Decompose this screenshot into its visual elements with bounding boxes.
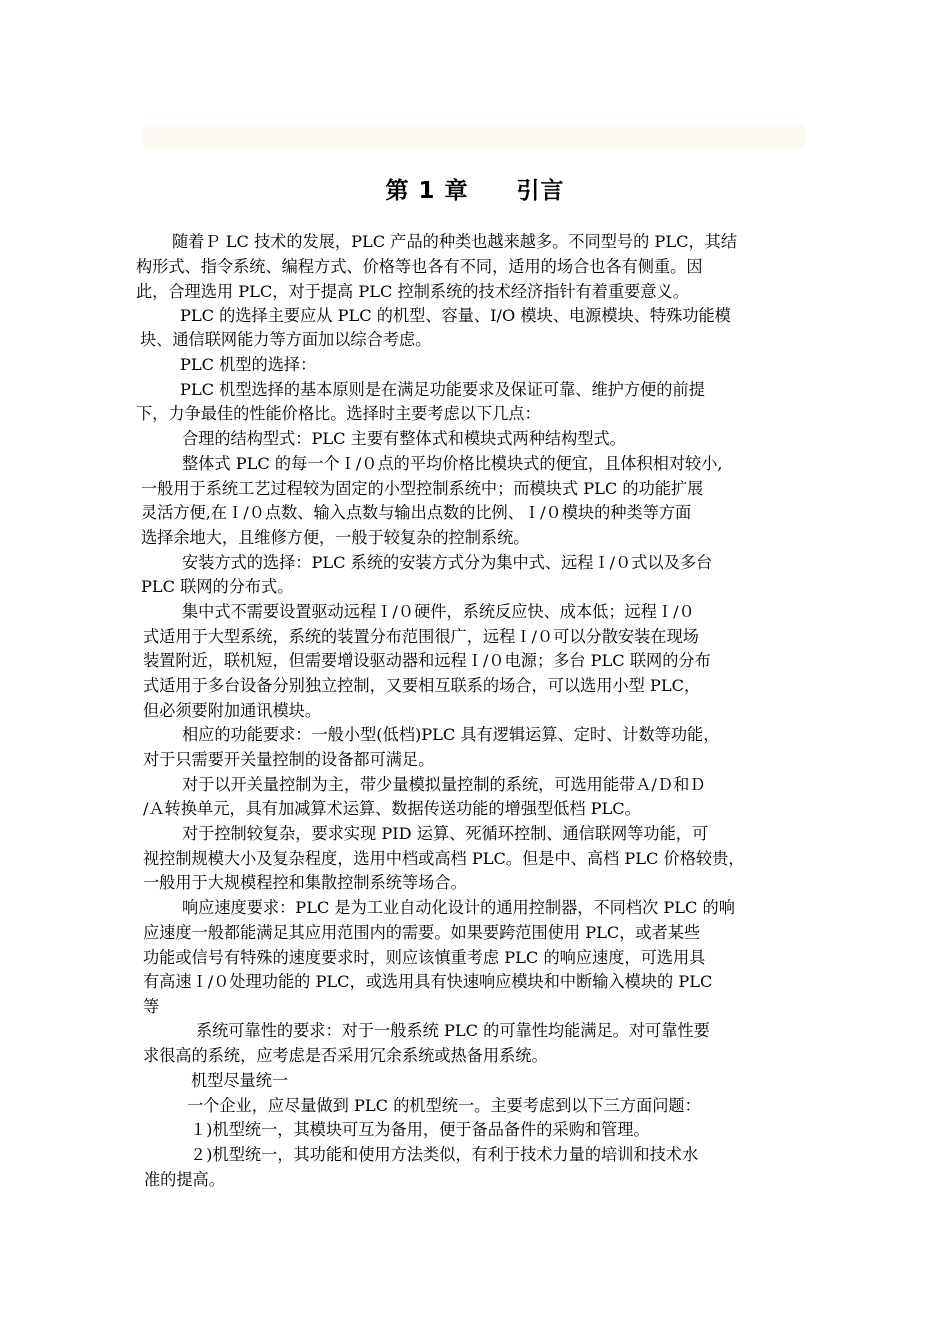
text-line: 等 bbox=[143, 997, 160, 1016]
text-line: 功能或信号有特殊的速度要求时，则应该慎重考虑 PLC 的响应速度，可选用具 bbox=[143, 948, 706, 967]
text-line: 安装方式的选择：PLC 系统的安装方式分为集中式、远程Ｉ/０式以及多台 bbox=[182, 553, 713, 572]
text-line: 集中式不需要设置驱动远程Ｉ/０硬件，系统反应快、成本低；远程Ｉ/０ bbox=[182, 602, 695, 621]
text-line: 下，力争最佳的性能价格比。选择时主要考虑以下几点： bbox=[136, 404, 541, 423]
text-line: 对于控制较复杂，要求实现 PID 运算、死循环控制、通信联网等功能，可 bbox=[182, 824, 709, 843]
text-line: 式适用于多台设备分别独立控制，又要相互联系的场合，可以选用小型 PLC， bbox=[143, 676, 701, 695]
text-line: 式适用于大型系统，系统的装置分布范围很广，远程Ｉ/０可以分散安装在现场 bbox=[143, 627, 699, 646]
text-line: 对于以开关量控制为主，带少量模拟量控制的系统，可选用能带Ａ/Ｄ和Ｄ bbox=[182, 775, 706, 794]
text-line: 机型尽量统一 bbox=[191, 1071, 289, 1090]
text-line: 此，合理选用 PLC，对于提高 PLC 控制系统的技术经济指针有着重要意义。 bbox=[136, 282, 689, 301]
text-line: ２)机型统一，其功能和使用方法类似，有利于技术力量的培训和技术水 bbox=[190, 1145, 699, 1164]
text-line: 求很高的系统，应考虑是否采用冗余系统或热备用系统。 bbox=[143, 1046, 548, 1065]
text-line: 灵活方便,在Ｉ/０点数、输入点数与输出点数的比例、Ｉ/０模块的种类等方面 bbox=[141, 503, 692, 522]
text-line: PLC 机型的选择： bbox=[180, 355, 317, 374]
header-band bbox=[143, 124, 805, 149]
text-line: 块、通信联网能力等方面加以综合考虑。 bbox=[140, 330, 432, 349]
text-line: 一般用于系统工艺过程较为固定的小型控制系统中；而模块式 PLC 的功能扩展 bbox=[141, 479, 704, 498]
text-line: 整体式 PLC 的每一个Ｉ/０点的平均价格比模块式的便宜，且体积相对较小, bbox=[182, 454, 723, 473]
text-line: １)机型统一，其模块可互为备用，便于备品备件的采购和管理。 bbox=[190, 1120, 650, 1139]
text-line: 相应的功能要求：一般小型(低档)PLC 具有逻辑运算、定时、计数等功能， bbox=[182, 725, 720, 744]
chapter-title: 第 1 章 引言 bbox=[385, 178, 565, 204]
text-line: /Ａ转换单元，具有加减算术运算、数据传送功能的增强型低档 PLC。 bbox=[143, 799, 641, 818]
text-line: 构形式、指令系统、编程方式、价格等也各有不同，适用的场合也各有侧重。因 bbox=[136, 257, 703, 276]
text-line: PLC 的选择主要应从 PLC 的机型、容量、I/O 模块、电源模块、特殊功能模 bbox=[180, 306, 731, 325]
text-line: 装置附近，联机短，但需要增设驱动器和远程Ｉ/０电源；多台 PLC 联网的分布 bbox=[143, 651, 711, 670]
text-line: 随着Ｐ LC 技术的发展，PLC 产品的种类也越来越多。不同型号的 PLC，其结 bbox=[172, 232, 738, 251]
text-line: 应速度一般都能满足其应用范围内的需要。如果要跨范围使用 PLC，或者某些 bbox=[143, 923, 701, 942]
text-line: 但必须要附加通讯模块。 bbox=[143, 701, 322, 720]
text-line: 准的提高。 bbox=[144, 1170, 225, 1189]
text-line: 对于只需要开关量控制的设备都可满足。 bbox=[143, 750, 435, 769]
text-line: 响应速度要求：PLC 是为工业自动化设计的通用控制器，不同档次 PLC 的响 bbox=[182, 898, 735, 917]
text-line: 一般用于大规模程控和集散控制系统等场合。 bbox=[143, 873, 467, 892]
text-line: PLC 联网的分布式。 bbox=[141, 577, 294, 596]
text-line: 选择余地大，且维修方便，一般于较复杂的控制系统。 bbox=[141, 528, 530, 547]
text-line: 系统可靠性的要求：对于一般系统 PLC 的可靠性均能满足。对可靠性要 bbox=[196, 1021, 710, 1040]
text-line: PLC 机型选择的基本原则是在满足功能要求及保证可靠、维护方便的前提 bbox=[180, 380, 705, 399]
text-line: 合理的结构型式：PLC 主要有整体式和模块式两种结构型式。 bbox=[182, 429, 626, 448]
text-line: 视控制规模大小及复杂程度，选用中档或高档 PLC。但是中、高档 PLC 价格较贵， bbox=[143, 849, 745, 868]
text-line: 一个企业，应尽量做到 PLC 的机型统一。主要考虑到以下三方面问题： bbox=[187, 1096, 701, 1115]
text-line: 有高速Ｉ/０处理功能的 PLC，或选用具有快速响应模块和中断输入模块的 PLC bbox=[143, 972, 713, 991]
